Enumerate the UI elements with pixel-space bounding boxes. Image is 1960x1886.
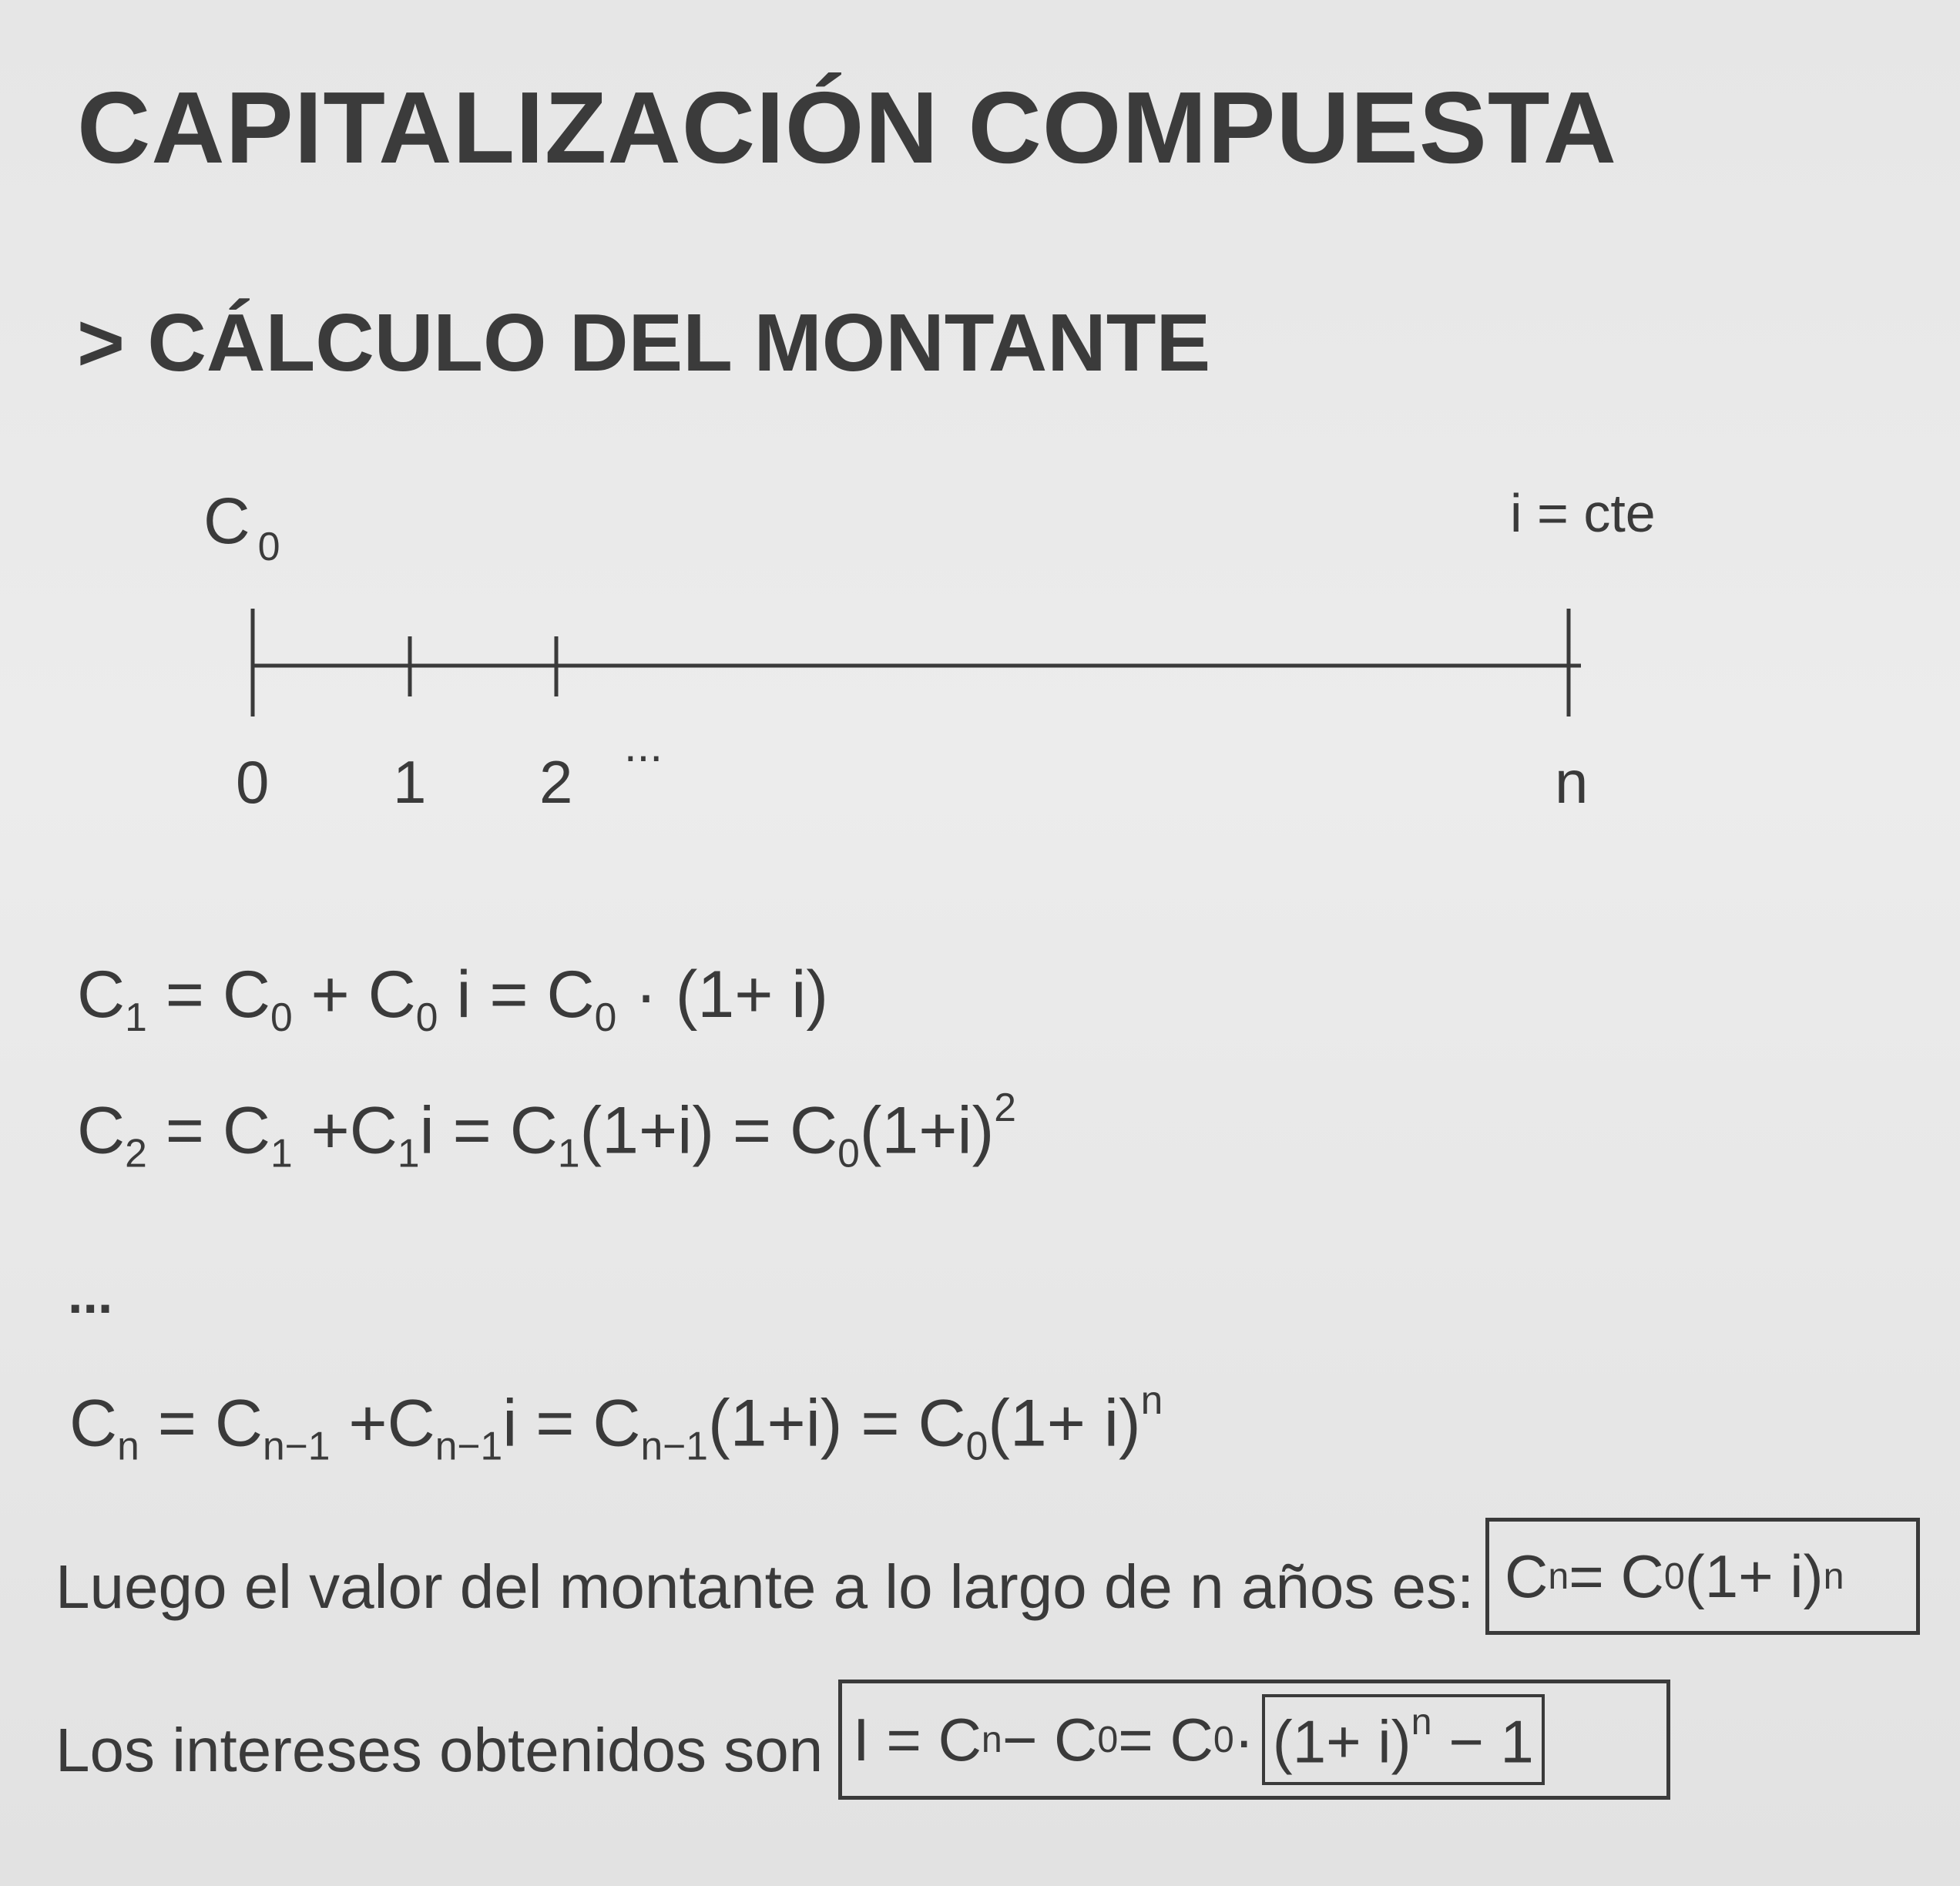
montante-formula-box: C n = C 0 (1+ i) n — [1485, 1518, 1920, 1635]
montante-sentence: Luego el valor del montante a lo largo de n años es: — [55, 1552, 1475, 1621]
timeline-label-2: 2 — [539, 748, 573, 816]
timeline-label-n: n — [1555, 748, 1589, 816]
equation-c2: $C_2 = C_1 +C_1i = C_1(1+i) = C_0(1+i)^2$ — [77, 1085, 1016, 1176]
equation-ellipsis: ... — [68, 1264, 113, 1324]
section-subtitle: > CÁLCULO DEL MONTANTE — [77, 297, 1211, 388]
intereses-inner-bracket: $(1+ i)^n - 1$ — [1262, 1694, 1545, 1785]
timeline-start-label: C $_0$ — [203, 485, 280, 569]
timeline-label-1: 1 — [393, 748, 427, 816]
timeline-rate-label: i = cte — [1510, 483, 1656, 543]
intereses-formula-box: I = C n − C 0 = C 0 · $(1+ i)^n - 1$ — [838, 1680, 1670, 1800]
equation-c1: $C_1 = C_0 + C_0$ $i = C_0 \cdot (1+ i)$ — [77, 958, 829, 1040]
timeline-label-0: 0 — [236, 748, 270, 816]
intereses-sentence: Los intereses obtenidos son — [55, 1716, 824, 1784]
equation-cn: $C_n = C_{n-1} +C_{n-1}i = C_{n-1}(1+i) = C_0(1+ i)^n$ — [69, 1378, 1163, 1468]
timeline-ellipsis: ... — [624, 720, 663, 771]
page-title: CAPITALIZACIÓN COMPUESTA — [77, 71, 1618, 184]
